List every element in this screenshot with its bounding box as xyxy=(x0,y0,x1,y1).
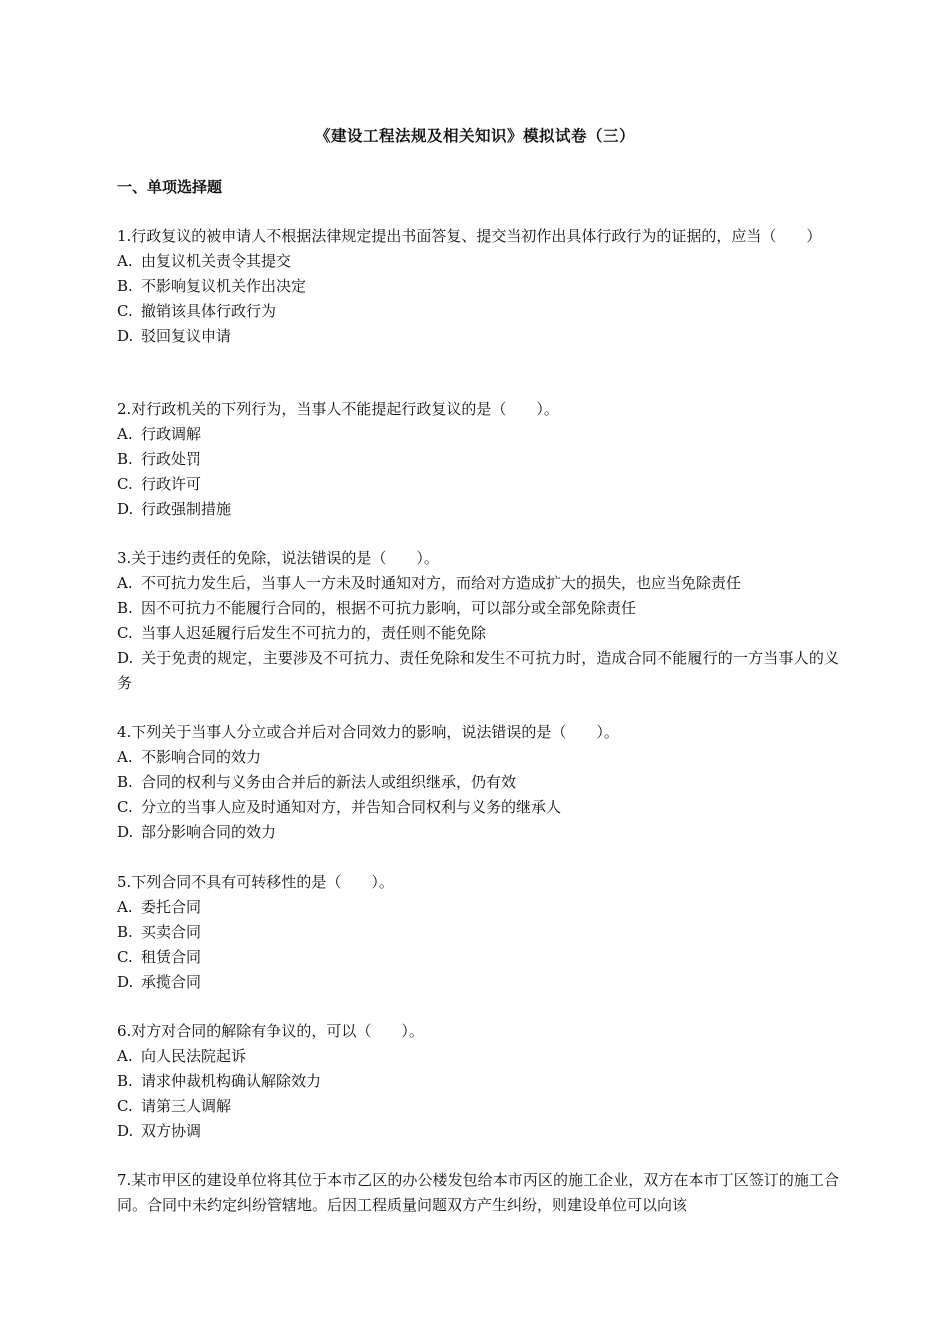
option-d: D. 部分影响合同的效力 xyxy=(117,823,277,841)
section-heading: 一、单项选择题 xyxy=(117,178,223,196)
question-7 xyxy=(117,1168,839,1218)
question-5 xyxy=(117,870,839,995)
document-title: 《建设工程法规及相关知识》模拟试卷（三） xyxy=(314,127,635,145)
question-stem: 1.行政复议的被申请人不根据法律规定提出书面答复、提交当初作出具体行政行为的证据的，应当（ ） xyxy=(117,227,822,245)
question-stem: 2.对行政机关的下列行为，当事人不能提起行政复议的是（ ）。 xyxy=(117,400,559,418)
option-a: A. 不可抗力发生后，当事人一方未及时通知对方，而给对方造成扩大的损失，也应当免除责任 xyxy=(117,574,742,592)
option-d: D. 行政强制措施 xyxy=(117,500,232,518)
question-stem: 7.某市甲区的建设单位将其位于本市乙区的办公楼发包给本市丙区的施工企业，双方在本市丁区签订的施工合同。合同中未约定纠纷管辖地。后因工程质量问题双方产生纠纷，则建设单位可以向该 xyxy=(117,1171,839,1214)
option-c: C. 当事人迟延履行后发生不可抗力的，责任则不能免除 xyxy=(117,624,487,642)
option-d: D. 承揽合同 xyxy=(117,973,202,991)
option-d: D. 关于免责的规定，主要涉及不可抗力、责任免除和发生不可抗力时，造成合同不能履行的一方当事人的义务 xyxy=(117,649,839,692)
option-c: C. 分立的当事人应及时通知对方，并告知合同权利与义务的继承人 xyxy=(117,798,562,816)
option-a: A. 行政调解 xyxy=(117,425,202,443)
question-stem: 5.下列合同不具有可转移性的是（ ）。 xyxy=(117,873,394,891)
option-d: D. 驳回复议申请 xyxy=(117,327,232,345)
option-b: B. 不影响复议机关作出决定 xyxy=(117,277,307,295)
option-c: C. 租赁合同 xyxy=(117,948,202,966)
option-c: C. 撤销该具体行政行为 xyxy=(117,302,277,320)
option-c: C. 请第三人调解 xyxy=(117,1097,232,1115)
option-b: B. 买卖合同 xyxy=(117,923,202,941)
question-2 xyxy=(117,397,839,522)
question-6 xyxy=(117,1019,839,1144)
option-b: B. 因不可抗力不能履行合同的，根据不可抗力影响，可以部分或全部免除责任 xyxy=(117,599,637,617)
option-d: D. 双方协调 xyxy=(117,1122,202,1140)
option-b: B. 合同的权利与义务由合并后的新法人或组织继承，仍有效 xyxy=(117,773,517,791)
option-a: A. 委托合同 xyxy=(117,898,202,916)
option-a: A. 由复议机关责令其提交 xyxy=(117,252,292,270)
option-a: A. 不影响合同的效力 xyxy=(117,748,262,766)
question-stem: 6.对方对合同的解除有争议的，可以（ ）。 xyxy=(117,1022,424,1040)
option-b: B. 行政处罚 xyxy=(117,450,202,468)
option-a: A. 向人民法院起诉 xyxy=(117,1047,247,1065)
option-c: C. 行政许可 xyxy=(117,475,202,493)
option-b: B. 请求仲裁机构确认解除效力 xyxy=(117,1072,322,1090)
question-1 xyxy=(117,224,839,349)
question-4 xyxy=(117,720,839,845)
question-3 xyxy=(117,546,839,696)
question-stem: 3.关于违约责任的免除，说法错误的是（ ）。 xyxy=(117,549,439,567)
question-stem: 4.下列关于当事人分立或合并后对合同效力的影响，说法错误的是（ ）。 xyxy=(117,723,619,741)
